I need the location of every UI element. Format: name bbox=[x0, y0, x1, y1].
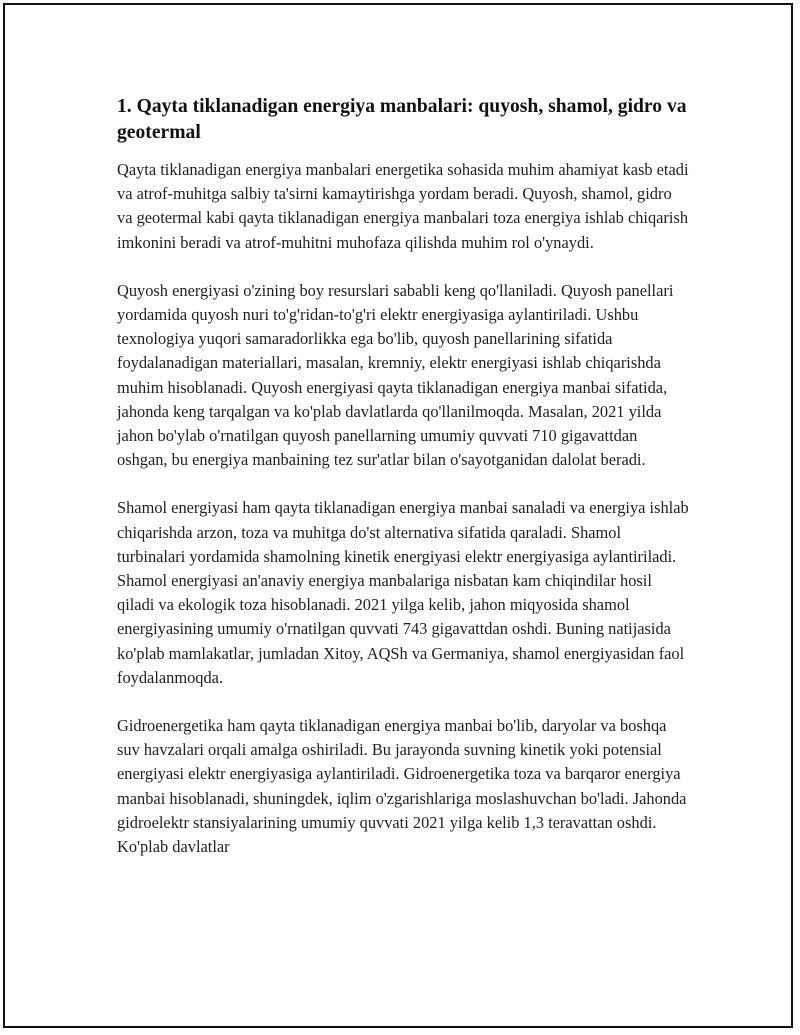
paragraph-wind: Shamol energiyasi ham qayta tiklanadigan energiya manbai sanaladi va energiya ishlab chiqarishda arzon, toza va muhitga do'st alternativa sifatida qaraladi. Shamol turbinalari yordamida shamolning kinetik energiyasi elektr energiyasiga aylantiriladi. Shamol energiyasi an'anaviy energiya manbalariga nisbatan kam chiqindilar hosil qiladi va ekologik toza hisoblanadi. 2021 yilga kelib, jahon miqyosida shamol energiyasining umumiy o'rnatilgan quvvati 743 gigavattdan oshdi. Buning natijasida ko'plab mamlakatlar, jumladan Xitoy, AQSh va Germaniya, shamol energiyasidan faol foydalanmoqda. bbox=[117, 498, 689, 687]
paragraph-hydro: Gidroenergetika ham qayta tiklanadigan energiya manbai bo'lib, daryolar va boshqa suv havzalari orqali amalga oshiriladi. Bu jarayonda suvning kinetik yoki potensial energiyasi elektr energiyasiga aylantiriladi. Gidroenergetika toza va barqaror energiya manbai hisoblanadi, shuningdek, iqlim o'zgarishlariga moslashuvchan bo'ladi. Jahonda gidroelektr stansiyalarining umumiy quvvati 2021 yilga kelib 1,3 teravattan oshdi. Ko'plab davlatlar bbox=[117, 716, 687, 857]
document-body bbox=[117, 94, 689, 883]
paragraph-solar: Quyosh energiyasi o'zining boy resurslari sababli keng qo'llaniladi. Quyosh panellari yordamida quyosh nuri to'g'ridan-to'g'ri elektr energiyasiga aylantiriladi. Ushbu texnologiya yuqori samaradorlikka ega bo'lib, quyosh panellarining sifatida foydalanadigan materiallari, masalan, kremniy, elektr energiyasi ishlab chiqarishda muhim hisoblanadi. Quyosh energiyasi qayta tiklanadigan energiya manbai sifatida, jahonda keng tarqalgan va ko'plab davlatlarda qo'llanilmoqda. Masalan, 2021 yilda jahon bo'ylab o'rnatilgan quyosh panellarning umumiy quvvati 710 gigavattdan oshgan, bu energiya manbaining tez sur'atlar bilan o'sayotganidan dalolat beradi. bbox=[117, 280, 674, 470]
section-heading: 1. Qayta tiklanadigan energiya manbalari: quyosh, shamol, gidro va geotermal bbox=[117, 96, 687, 143]
paragraph-intro: Qayta tiklanadigan energiya manbalari energetika sohasida muhim ahamiyat kasb etadi va atrof-muhitga salbiy ta'sirni kamaytirishga yordam beradi. Quyosh, shamol, gidro va geotermal kabi qayta tiklanadigan energiya manbalari toza energiya ishlab chiqarish imkonini beradi va atrof-muhitni muhofaza qilishda muhim rol o'ynaydi. bbox=[117, 160, 689, 252]
